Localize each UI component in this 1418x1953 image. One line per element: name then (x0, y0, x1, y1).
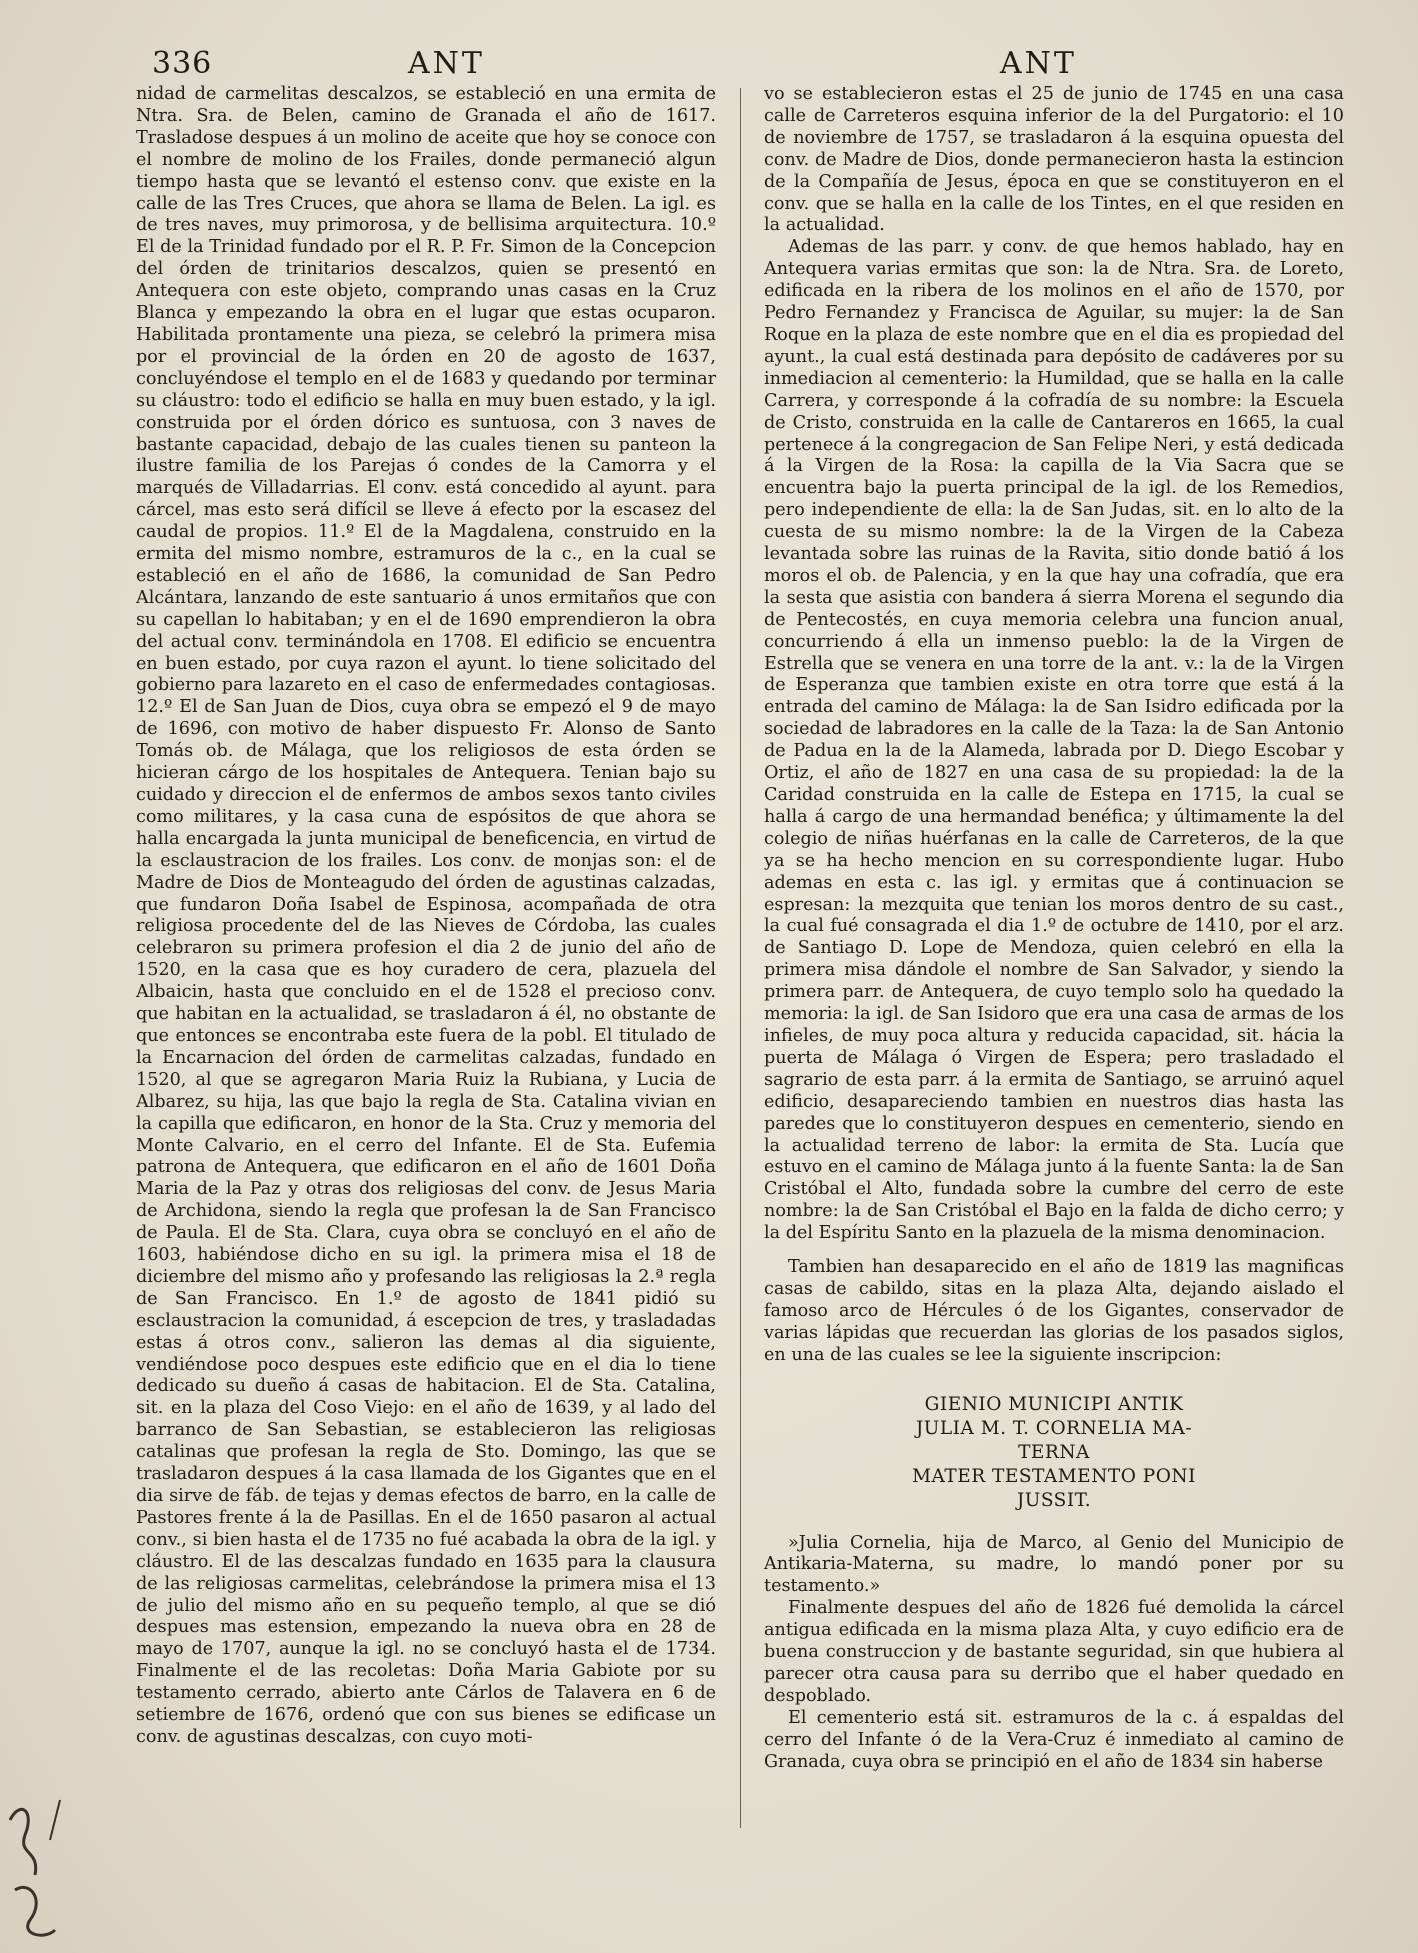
column-divider (740, 88, 741, 1828)
paragraph-ermitas: Ademas de las parr. y conv. de que hemos hablado, hay en Antequera varias ermitas que son: la de Ntra. Sra. de Loreto, edificada en la ribera de los molinos en el año de 1570, por Pedro Fernandez y Francisca de Aguilar, su mujer: la de San Roque en la plaza de este nombre que en el dia es propiedad del ayunt., la cual está destinada para depósito de cadáveres por su inmediacion al cementerio: la Humildad, que se halla en la calle Carrera, y corresponde á la cofradía de su nombre: la Escuela de Cristo, construida en la calle de Cantareros en 1665, la cual pertenece á la congregacion de San Felipe Neri, y está dedicada á la Virgen de la Rosa: la capilla de la Via Sacra que se encuentra bajo la puerta principal de la igl. de los Remedios, pero independiente de ella: la de San Judas, sit. en lo alto de la cuesta de su mismo nombre: la de la Virgen de la Cabeza levantada sobre las ruinas de la Ravita, sitio donde batió á los moros el ob. de Palencia, y en la que hay una cofradía, que era la sesta que asistia con bandera á sierra Morena el segundo dia de Pentecostés, en cuya memoria celebra una funcion anual, concurriendo á ella un inmenso pueblo: la de la Virgen de Estrella que se venera en una torre de la ant. v.: la de la Virgen de Esperanza que tambien existe en otra torre que está á la entrada del camino de Málaga: la de San Isidro edificada por la sociedad de labradores en la calle de la Taza: la de San Antonio de Padua en la de la Alameda, labrada por D. Diego Escobar y Ortiz, el año de 1827 en una casa de su propiedad: la de la Caridad construida en la calle de Estepa en 1715, la cual se halla á cargo de una hermandad benéfica; y últimamente la del colegio de niñas huérfanas en la calle de Carreteros, de la que ya se ha hecho mencion en su correspondiente lugar. Hubo ademas en esta c. las igl. y ermitas que á continuacion se espresan: la mezquita que tenian los moros dentro de su cast., la cual fué consagrada el dia 1.º de octubre de 1410, por el arz. de Santiago D. Lope de Mendoza, quien celebró en ella la primera misa dándole el nombre de San Salvador, y siendo la primera parr. de Antequera, de cuyo templo solo ha quedado la memoria: la igl. de San Isidoro que era una casa de armas de los infieles, de muy poca altura y reducida capacidad, sit. hácia la puerta de Málaga ó Virgen de Espera; pero trasladado el sagrario de esta parr. á la ermita de Santiago, se arruinó aquel edificio, desapareciendo tambien en nuestros dias hasta las paredes que lo constituyeron despues en cementerio, siendo en la actualidad terreno de labor: la ermita de Sta. Lucía que estuvo en el camino de Málaga junto á la fuente Santa: la de San Cristóbal el Alto, fundada sobre la cumbre del cerro de este nombre: la de San Cristóbal el Bajo en la falda de dicho cerro; y la del Espíritu Santo en la plazuela de la misma denominacion. (764, 237, 1344, 1244)
paragraph-carcel: Finalmente despues del año de 1826 fué demolida la cárcel antigua edificada en la misma plaza Alta, y cuyo edificio era de buena construccion y de bastante seguridad, sin que hubiera al parecer otra causa para su derribo que el haber quedado en despoblado. (764, 1598, 1344, 1706)
inscription-line: GIENIO MUNICIPI ANTIK (924, 1393, 1184, 1415)
paragraph-cementerio: El cementerio está sit. estramuros de la c. á espaldas del cerro del Infante ó de la Vera-Cruz é inmediato al camino de Granada, cuya obra se principió en el año de 1834 sin haberse (764, 1707, 1344, 1772)
paragraph-casas-cabildo: Tambien han desaparecido en el año de 1819 las magnificas casas de cabildo, sitas en la plaza Alta, dejando aislado el famoso arco de Hércules ó de los Gigantes, conservador de varias lápidas que recuerdan las glorias de los pasados siglos, en una de las cuales se lee la siguiente inscripcion: (764, 1257, 1344, 1365)
running-head-left: ANT (408, 46, 485, 81)
left-column (136, 84, 716, 1749)
inscription-line: TERNA (1018, 1441, 1090, 1463)
inscription-line: MATER TESTAMENTO PONI (912, 1465, 1196, 1487)
inscription-line: JULIA M. T. CORNELIA MA- (915, 1417, 1193, 1439)
page-number: 336 (152, 46, 213, 81)
latin-inscription (764, 1393, 1344, 1513)
running-head-right: ANT (1000, 46, 1077, 81)
inscription-line: JUSSIT. (1016, 1489, 1092, 1511)
paragraph-translation: »Julia Cornelia, hija de Marco, al Genio del Municipio de Antikaria-Materna, su madre, lo mandó poner por su testamento.» (764, 1532, 1344, 1597)
handwritten-margin-marks (0, 1780, 90, 1950)
page-header (0, 46, 1418, 86)
right-column (764, 84, 1344, 1774)
paragraph-continuation: vo se establecieron estas el 25 de junio de 1745 en una casa calle de Carreteros esquina inferior de la del Purgatorio: el 10 de noviembre de 1757, se trasladaron á la esquina opuesta del conv. de Madre de Dios, donde permanecieron hasta la estincion de la Compañía de Jesus, época en que se constituyeron en el conv. que se halla en la calle de los Tintes, en el que residen en la actualidad. (764, 84, 1344, 236)
left-column-text: nidad de carmelitas descalzos, se estableció en una ermita de Ntra. Sra. de Belen, camino de Granada el año de 1617. Trasladose despues á un molino de aceite que hoy se conoce con el nombre de molino de los Frailes, donde permaneció algun tiempo hasta que se levantó el estenso conv. que existe en la calle de las Tres Cruces, que ahora se llama de Belen. La igl. es de tres naves, muy primorosa, y de bellisima arquitectura. 10.º El de la Trinidad fundado por el R. P. Fr. Simon de la Concepcion del órden de trinitarios descalzos, quien se presentó en Antequera con este objeto, comprando unas casas en la Cruz Blanca y empezando la obra en el lugar que estas ocuparon. Habilitada prontamente una pieza, se celebró la primera misa por el provincial de la órden en 20 de agosto de 1637, concluyéndose el templo en el de 1683 y quedando por terminar su cláustro: todo el edificio se halla en muy buen estado, y la igl. construida por el órden dórico es suntuosa, con 3 naves de bastante capacidad, debajo de las cuales tienen su panteon la ilustre familia de los Parejas ó condes de la Camorra y el marqués de Villadarrias. El conv. está concedido al ayunt. para cárcel, mas esto será difícil se lleve á efecto por la escasez del caudal de propios. 11.º El de la Magdalena, construido en la ermita del mismo nombre, estramuros de la c., en la cual se estableció en el año de 1686, la comunidad de San Pedro Alcántara, lanzando de este santuario á unos ermitaños que con su capellan lo habitaban; y en el de 1690 emprendieron la obra del actual conv. terminándola en 1708. El edificio se encuentra en buen estado, por cuya razon el ayunt. lo tiene solicitado del gobierno para lazareto en el caso de enfermedades contagiosas. 12.º El de San Juan de Dios, cuya obra se empezó el 9 de mayo de 1696, con motivo de haber dispuesto Fr. Alonso de Santo Tomás ob. de Málaga, que los religiosos de esta órden se hicieran cárgo de los hospitales de Antequera. Tenian bajo su cuidado y direccion el de enfermos de ambos sexos tanto civiles como militares, y la casa cuna de espósitos de que ahora se halla encargada la junta municipal de beneficencia, en virtud de la esclaustracion de los frailes. Los conv. de monjas son: el de Madre de Dios de Monteagudo del órden de agustinas calzadas, que fundaron Doña Isabel de Espinosa, acompañada de otra religiosa procedente del de las Nieves de Córdoba, las cuales celebraron su primera profesion el dia 2 de junio del año de 1520, en la casa que es hoy curadero de cera, plazuela del Albaicin, hasta que concluido en el de 1528 el precioso conv. que habitan en la actualidad, se trasladaron á él, no obstante de que entonces se encontraba este fuera de la pobl. El titulado de la Encarnacion del órden de carmelitas calzadas, fundado en 1520, al que se agregaron Maria Ruiz la Rubiana, y Lucia de Albarez, su hija, las que bajo la regla de Sta. Catalina vivian en la capilla que edificaron, en honor de la Sta. Cruz y memoria del Monte Calvario, en el cerro del Infante. El de Sta. Eufemia patrona de Antequera, que edificaron en el año de 1601 Doña Maria de la Paz y otras dos religiosas del conv. de Jesus Maria de Archidona, siendo la regla que profesan la de San Francisco de Paula. El de Sta. Clara, cuya obra se concluyó en el año de 1603, habiéndose dicho en su igl. la primera misa el 18 de diciembre del mismo año y profesando las religiosas la 2.ª regla de San Francisco. En 1.º de agosto de 1841 pidió su esclaustracion la comunidad, á escepcion de tres, y trasladadas estas á otros conv., salieron las demas al dia siguiente, vendiéndose poco despues este edificio que en el dia lo tiene dedicado su dueño á casas de habitacion. El de Sta. Catalina, sit. en la plaza del Coso Viejo: en el año de 1639, y al lado del barranco de San Sebastian, se establecieron las religiosas catalinas que profesan la regla de Sto. Domingo, las que se trasladaron despues á la casa llamada de los Gigantes que en el dia sirve de fáb. de tejas y demas efectos de barro, en la calle de Pastores frente á la de Pasillas. En el de 1650 pasaron al actual conv., si bien hasta el de 1735 no fué acabada la obra de la igl. y cláustro. El de las descalzas fundado en 1635 para la clausura de las religiosas carmelitas, celebrándose la primera misa el 13 de julio del mismo año en su pequeño templo, al que se dió despues mas estension, empezando la nueva obra en 28 de mayo de 1707, aunque la igl. no se concluyó hasta el de 1734. Finalmente el de las recoletas: Doña Maria Gabiote por su testamento cerrado, abierto ante Cárlos de Talavera en 6 de setiembre de 1676, ordenó que con sus bienes se edificase un conv. de agustinas descalzas, con cuyo moti- (136, 84, 716, 1747)
